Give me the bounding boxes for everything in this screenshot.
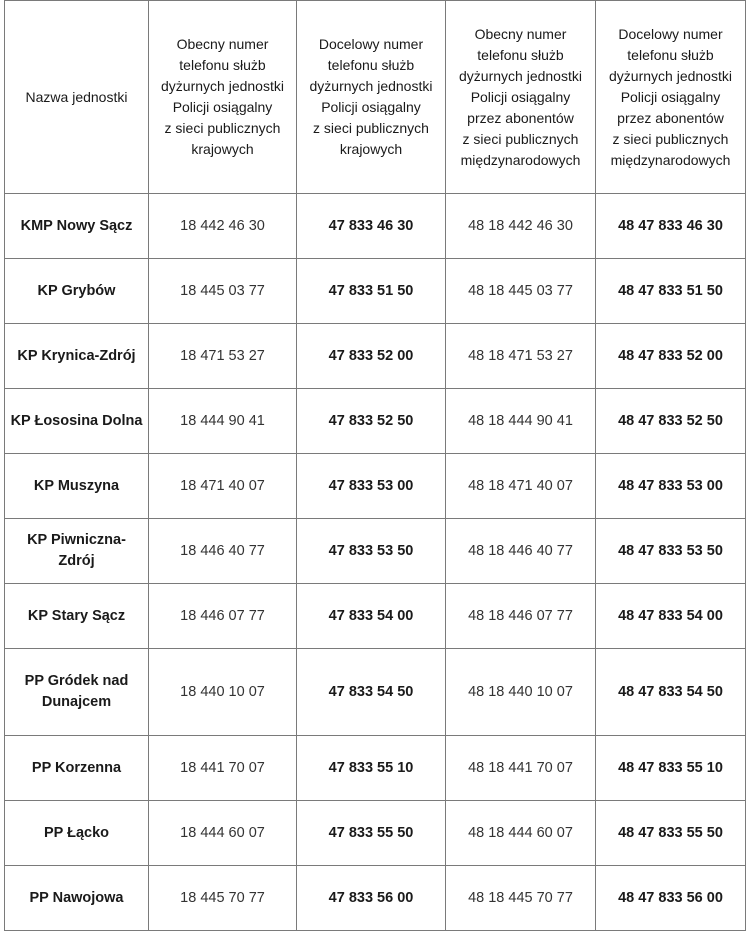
target-national-number: 47 833 55 10 [297,736,446,801]
header-current-national: Obecny numer telefonu służb dyżurnych jednostki Policji osiągalny z sieci publicznych krajowych [149,1,297,194]
target-national-number: 47 833 54 00 [297,584,446,649]
unit-name: KP Stary Sącz [5,584,149,649]
table-row [5,519,746,584]
current-national-number: 18 444 90 41 [149,389,297,454]
target-international-number: 48 47 833 55 10 [596,736,746,801]
table-row [5,801,746,866]
table-row [5,454,746,519]
target-international-number: 48 47 833 52 00 [596,324,746,389]
header-target-national: Docelowy numer telefonu służb dyżurnych jednostki Policji osiągalny z sieci publicznych krajowych [297,1,446,194]
target-international-number: 48 47 833 54 50 [596,649,746,736]
unit-name: KP Grybów [5,259,149,324]
current-international-number: 48 18 471 40 07 [446,454,596,519]
target-national-number: 47 833 46 30 [297,194,446,259]
target-national-number: 47 833 53 50 [297,519,446,584]
phone-numbers-table [4,0,746,931]
current-national-number: 18 445 70 77 [149,866,297,931]
target-international-number: 48 47 833 46 30 [596,194,746,259]
target-international-number: 48 47 833 55 50 [596,801,746,866]
current-national-number: 18 441 70 07 [149,736,297,801]
current-international-number: 48 18 446 40 77 [446,519,596,584]
target-national-number: 47 833 52 50 [297,389,446,454]
current-national-number: 18 446 07 77 [149,584,297,649]
target-international-number: 48 47 833 54 00 [596,584,746,649]
target-national-number: 47 833 55 50 [297,801,446,866]
current-international-number: 48 18 441 70 07 [446,736,596,801]
unit-name: KP Muszyna [5,454,149,519]
table-row [5,584,746,649]
current-international-number: 48 18 445 70 77 [446,866,596,931]
current-national-number: 18 442 46 30 [149,194,297,259]
unit-name: KP Piwniczna-Zdrój [5,519,149,584]
target-national-number: 47 833 56 00 [297,866,446,931]
table-row [5,649,746,736]
current-international-number: 48 18 471 53 27 [446,324,596,389]
current-international-number: 48 18 444 90 41 [446,389,596,454]
target-international-number: 48 47 833 56 00 [596,866,746,931]
current-international-number: 48 18 442 46 30 [446,194,596,259]
table-body [5,194,746,931]
current-international-number: 48 18 444 60 07 [446,801,596,866]
target-national-number: 47 833 51 50 [297,259,446,324]
unit-name: PP Łącko [5,801,149,866]
current-national-number: 18 471 53 27 [149,324,297,389]
table-row [5,324,746,389]
unit-name: KMP Nowy Sącz [5,194,149,259]
header-unit-name: Nazwa jednostki [5,1,149,194]
table-row [5,194,746,259]
current-national-number: 18 471 40 07 [149,454,297,519]
header-target-international: Docelowy numer telefonu służb dyżurnych jednostki Policji osiągalny przez abonentów z sieci publicznych międzynarodowych [596,1,746,194]
target-national-number: 47 833 52 00 [297,324,446,389]
table-header-row [5,1,746,194]
table-row [5,389,746,454]
current-international-number: 48 18 445 03 77 [446,259,596,324]
target-international-number: 48 47 833 53 00 [596,454,746,519]
unit-name: PP Nawojowa [5,866,149,931]
target-international-number: 48 47 833 52 50 [596,389,746,454]
current-national-number: 18 444 60 07 [149,801,297,866]
unit-name: KP Łososina Dolna [5,389,149,454]
table-row [5,866,746,931]
current-international-number: 48 18 440 10 07 [446,649,596,736]
target-national-number: 47 833 53 00 [297,454,446,519]
current-national-number: 18 445 03 77 [149,259,297,324]
current-international-number: 48 18 446 07 77 [446,584,596,649]
current-national-number: 18 440 10 07 [149,649,297,736]
unit-name: PP Gródek nad Dunajcem [5,649,149,736]
unit-name: KP Krynica-Zdrój [5,324,149,389]
unit-name: PP Korzenna [5,736,149,801]
target-national-number: 47 833 54 50 [297,649,446,736]
table-row [5,736,746,801]
table-row [5,259,746,324]
target-international-number: 48 47 833 51 50 [596,259,746,324]
target-international-number: 48 47 833 53 50 [596,519,746,584]
current-national-number: 18 446 40 77 [149,519,297,584]
header-current-international: Obecny numer telefonu służb dyżurnych jednostki Policji osiągalny przez abonentów z sieci publicznych międzynarodowych [446,1,596,194]
